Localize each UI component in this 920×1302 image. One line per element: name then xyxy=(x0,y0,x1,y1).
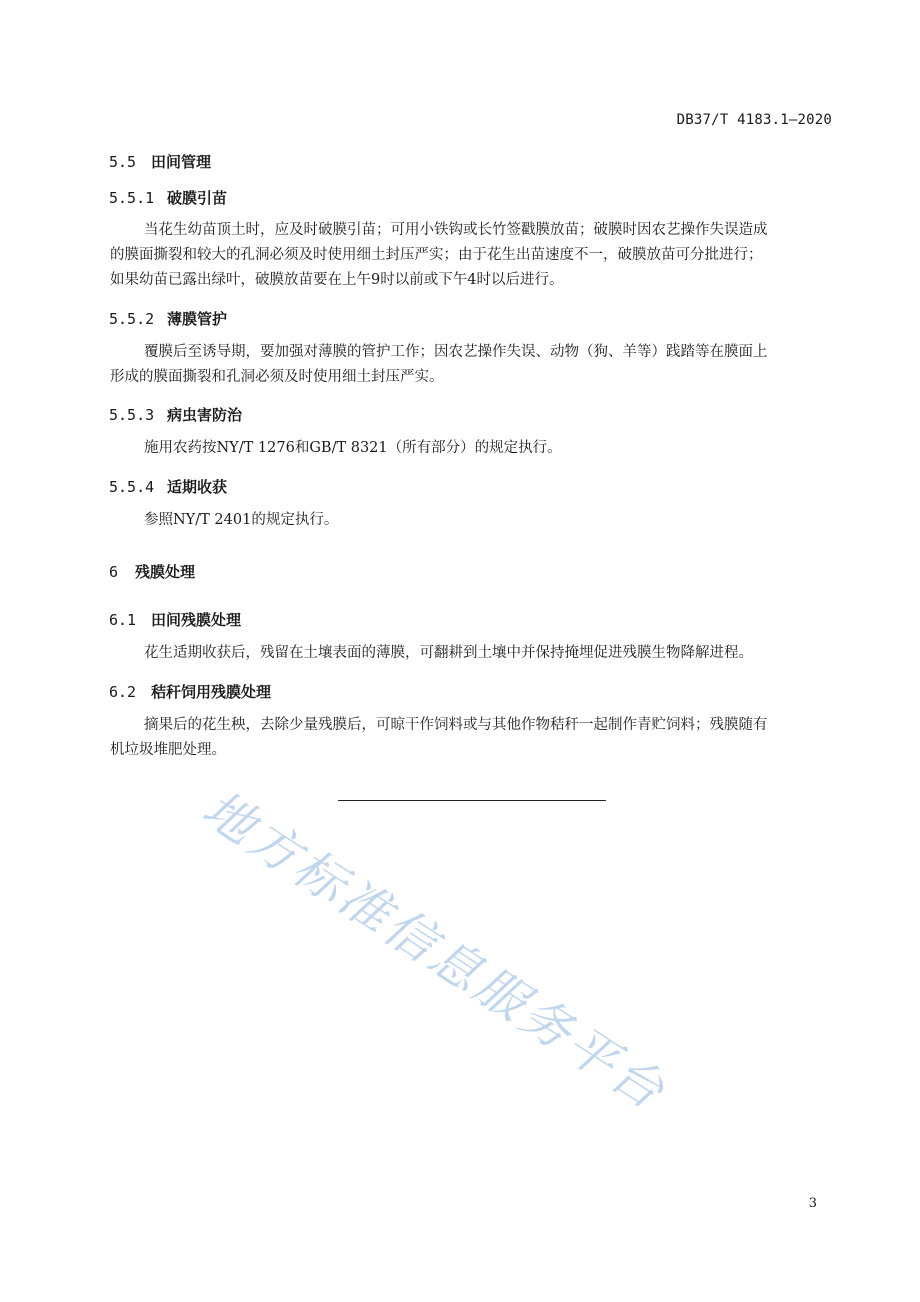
document-code: DB37/T 4183.1—2020 xyxy=(676,112,832,128)
heading-5-5-4 xyxy=(109,476,227,497)
end-rule xyxy=(338,800,606,801)
watermark: 地方标准信息服务平台 xyxy=(192,779,677,1122)
heading-number: 5.5.3 xyxy=(109,406,155,424)
heading-number: 5.5.1 xyxy=(109,189,155,207)
heading-5-5-3 xyxy=(109,404,242,425)
paragraph-line: 如果幼苗已露出绿叶，破膜放苗要在上午9时以前或下午4时以后进行。 xyxy=(110,272,564,288)
page-number: 3 xyxy=(808,1196,817,1211)
heading-number: 6.1 xyxy=(109,611,137,629)
heading-6-1 xyxy=(109,609,241,630)
heading-title: 秸秆饲用残膜处理 xyxy=(151,683,272,701)
paragraph-6-2 xyxy=(110,713,832,763)
heading-title: 适期收获 xyxy=(167,478,228,496)
heading-5-5-1 xyxy=(109,187,227,208)
paragraph-5-5-1 xyxy=(110,218,832,293)
paragraph-line: 施用农药按NY/T 1276和GB/T 8321（所有部分）的规定执行。 xyxy=(144,440,562,456)
heading-title: 残膜处理 xyxy=(135,563,196,581)
paragraph-line: 花生适期收获后，残留在土壤表面的薄膜，可翻耕到土壤中并保持掩埋促进残膜生物降解进程。 xyxy=(144,645,753,661)
heading-title: 薄膜管护 xyxy=(167,310,228,328)
heading-title: 病虫害防治 xyxy=(167,406,243,424)
heading-5-5 xyxy=(109,151,211,172)
paragraph-5-5-2 xyxy=(110,340,832,390)
paragraph-line: 覆膜后至诱导期，要加强对薄膜的管护工作；因农艺操作失误、动物（狗、羊等）践踏等在膜面上 xyxy=(144,344,768,360)
paragraph-5-5-4 xyxy=(110,508,832,533)
heading-number: 5.5.2 xyxy=(109,310,155,328)
paragraph-line: 当花生幼苗顶土时，应及时破膜引苗；可用小铁钩或长竹签戳膜放苗；破膜时因农艺操作失误造成 xyxy=(144,222,768,238)
heading-number: 5.5 xyxy=(109,153,137,171)
heading-number: 5.5.4 xyxy=(109,478,155,496)
heading-5-5-2 xyxy=(109,308,227,329)
heading-number: 6.2 xyxy=(109,683,137,701)
paragraph-line: 机垃圾堆肥处理。 xyxy=(110,742,226,758)
heading-title: 破膜引苗 xyxy=(167,189,228,207)
heading-number: 6 xyxy=(109,563,119,581)
paragraph-5-5-3 xyxy=(110,436,832,461)
paragraph-line: 形成的膜面撕裂和孔洞必须及时使用细土封压严实。 xyxy=(110,369,444,385)
paragraph-line: 参照NY/T 2401的规定执行。 xyxy=(144,512,339,528)
paragraph-6-1 xyxy=(110,641,832,666)
heading-6-2 xyxy=(109,681,271,702)
heading-title: 田间管理 xyxy=(151,153,212,171)
paragraph-line: 的膜面撕裂和较大的孔洞必须及时使用细土封压严实；由于花生出苗速度不一，破膜放苗可分批进行； xyxy=(110,247,763,263)
heading-title: 田间残膜处理 xyxy=(151,611,242,629)
paragraph-line: 摘果后的花生秧，去除少量残膜后，可晾干作饲料或与其他作物秸秆一起制作青贮饲料；残膜随有 xyxy=(144,717,768,733)
heading-6 xyxy=(109,561,195,582)
